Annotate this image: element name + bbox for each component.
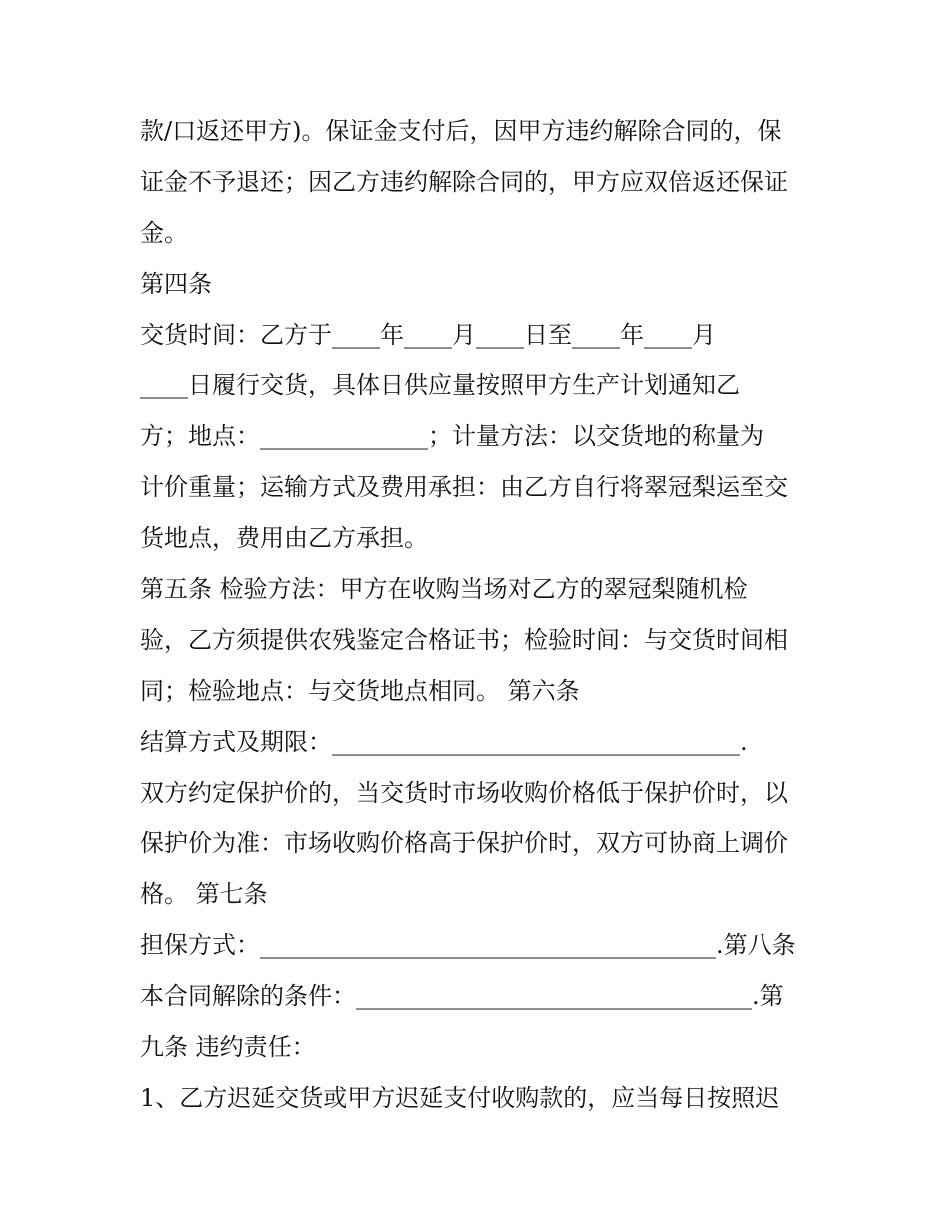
text-line: 担保方式：______________________________________.第八条	[140, 931, 796, 960]
text-line: 货地点，费用由乙方承担。	[140, 524, 428, 553]
text-line: 款/口返还甲方)。保证金支付后，因甲方违约解除合同的，保	[140, 117, 782, 145]
text-line: 格。 第七条	[140, 880, 268, 909]
text-line: 保护价为准：市场收购价格高于保护价时，双方可协商上调价	[140, 829, 788, 858]
text-line: 九条 违约责任：	[140, 1033, 316, 1062]
text-line: 本合同解除的条件：_________________________________.第	[140, 982, 784, 1011]
text-line: 证金不予退还；因乙方违约解除合同的，甲方应双倍返还保证	[140, 167, 788, 196]
text-line: 方；地点：______________；计量方法：以交货地的称量为	[140, 422, 764, 451]
text-line: 1、乙方迟延交货或甲方迟延支付收购款的，应当每日按照迟	[140, 1083, 780, 1112]
text-line: 双方约定保护价的，当交货时市场收购价格低于保护价时，以	[140, 778, 788, 807]
text-line: 验，乙方须提供农残鉴定合格证书；检验时间：与交货时间相	[140, 625, 788, 654]
text-line: 结算方式及期限：__________________________________.	[140, 727, 748, 756]
text-line: 同；检验地点：与交货地点相同。 第六条	[140, 676, 580, 705]
document-body	[140, 106, 820, 1124]
text-line: 计价重量；运输方式及费用承担：由乙方自行将翠冠梨运至交	[140, 473, 788, 502]
text-line: 第五条 检验方法：甲方在收购当场对乙方的翠冠梨随机检	[140, 575, 748, 604]
text-line: 金。	[140, 218, 188, 247]
text-line: ____日履行交货，具体日供应量按照甲方生产计划通知乙	[140, 371, 740, 400]
article-heading: 第四条	[140, 269, 212, 298]
text-line: 交货时间：乙方于____年____月____日至____年____月	[140, 320, 716, 349]
